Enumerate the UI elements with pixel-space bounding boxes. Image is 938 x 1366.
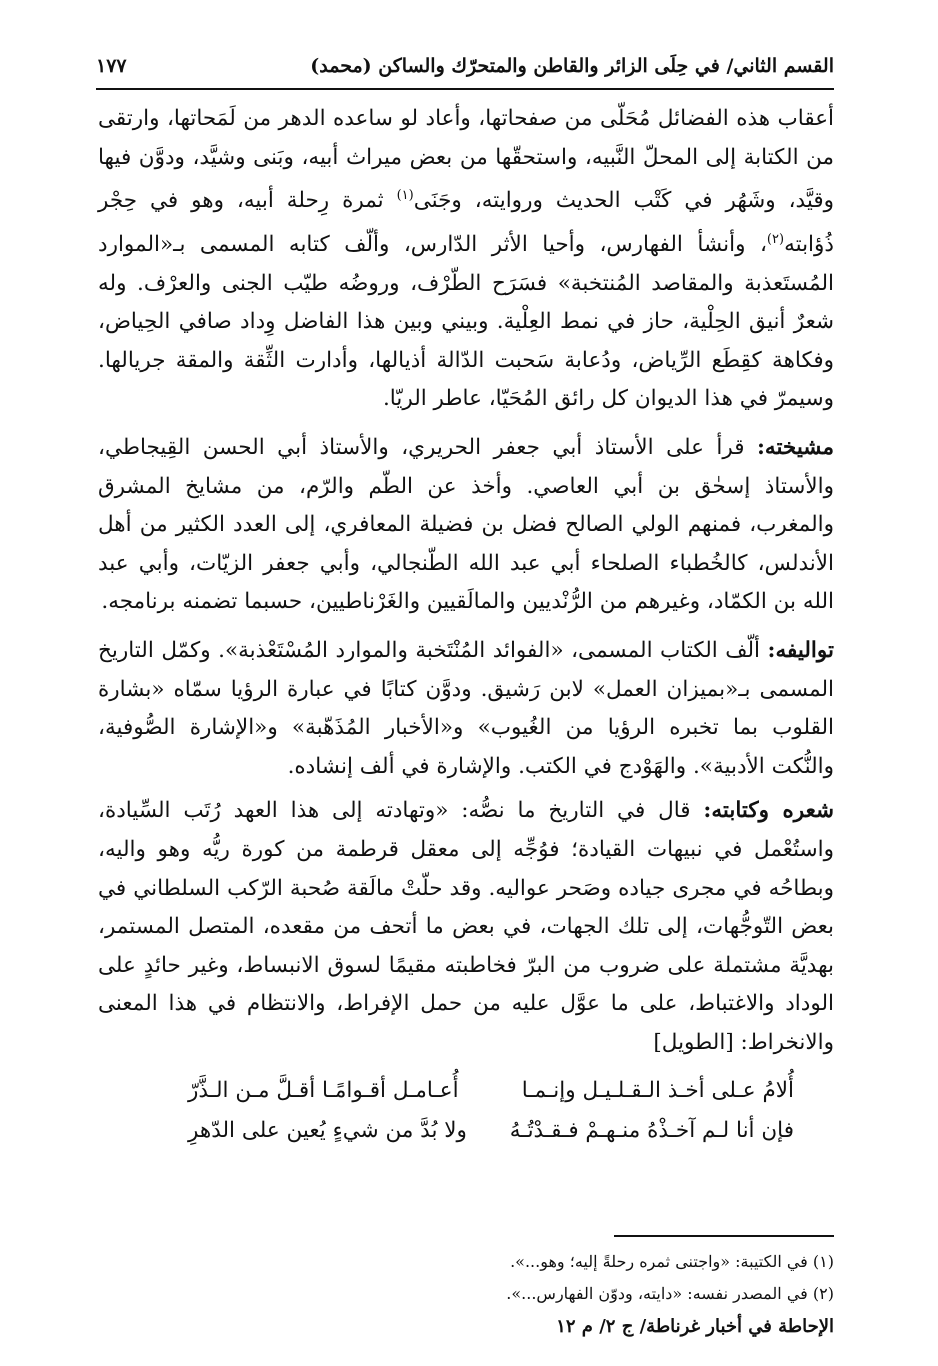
running-header bbox=[96, 46, 834, 86]
section-lead-mashyakha: مشيخته: bbox=[756, 435, 834, 461]
poem bbox=[98, 1071, 834, 1151]
footnote-1: (١) في الكتيبة: «واجتنى ثمره رحلةً إليه؛ وهو...». bbox=[510, 1252, 834, 1271]
footnote-2: (٢) في المصدر نفسه: «دايته، ودوّن الفهارس...». bbox=[506, 1284, 834, 1303]
section-lead-tawalif: تواليفه: bbox=[767, 638, 834, 664]
verse-2-second-hemistich: ولا بُدَّ من شيءٍ يُعين على الدّهرِ bbox=[188, 1117, 467, 1143]
page-number: ١٧٧ bbox=[96, 55, 127, 77]
footnote-ref-2[interactable]: (٢) bbox=[766, 231, 785, 247]
verse-1-first-hemistich: أُلامُ عـلى أخـذ الـقـلـيـل وإنـمـا bbox=[521, 1077, 794, 1103]
signature-footer: الإحاطة في أخبار غرناطة/ ج ٢/ م ١٢ bbox=[556, 1316, 834, 1337]
verse-1-second-hemistich: أُعـامـل أقـوامًـا أقـلَّ مـن الـذَّرّ bbox=[188, 1077, 459, 1103]
footnotes bbox=[98, 1246, 834, 1310]
paragraph-mashyakha: مشيخته: قرأ على الأستاذ أبي جعفر الحريري، والأستاذ أبي الحسن القِيجاطي، والأستاذ إسحٰق بن أبي العاصي. وأخذ عن الطّم والرّم، من مشايخ المشرق والمغرب، فمنهم الولي الصالح فضل بن فضيلة المعافري، إلى العدد الكثير من أهل الأندلس، كالخُطباء الصلحاء أبي عبد الله الطّنجالي، وأبي جعفر الزيّات، وأبي عبد الله بن الكمّاد، وغيرهم من الرُّنْديين والمالَقيين والغَرْناطيين، حسبما تضمنه برنامجه. bbox=[98, 435, 834, 615]
header-title: القسم الثاني/ في حِلَى الزائر والقاطن والمتحرّك والساكن (محمد) bbox=[310, 55, 834, 77]
verse-2-first-hemistich: فإن أنا لـم آخـذْهُ منـهـمْ فـقـدْتُـهُ bbox=[509, 1117, 794, 1143]
footnote-ref-1[interactable]: (١) bbox=[396, 188, 414, 204]
footnote-divider bbox=[614, 1235, 834, 1237]
paragraph-shiruhu: شعره وكتابته: قال في التاريخ ما نصُّه: «وتهادته إلى هذا العهد رُتَب السِّيادة، واستُعْمل في نبيهات القيادة؛ فوُجِّه إلى معقل قرطمة من كورة ريُّه وهو واليه، وبطاحُه في مجرى جياده وصَحر عواليه. وقد حلّتْ مالَقة صُحبة الرّكب السلطاني في بعض التّوجُّهات، إلى تلك الجهات، في بعض ما أتحف من مقعده، المتصل المستمر، بهديَّة مشتملة على ضروب من البرّ فخاطبته مقيمًا لسوق الانبساط، وغير حائدٍ على الوداد والاغتباط، على ما عوَّل عليه من حمل الإفراط، والانتظام في هذا المعنى والانخراط: [الطويل] bbox=[98, 798, 835, 1055]
main-text bbox=[98, 100, 834, 1151]
section-lead-shiruhu: شعره وكتابته: bbox=[703, 798, 835, 824]
header-divider bbox=[96, 88, 834, 90]
poem-verse-1 bbox=[98, 1071, 834, 1111]
paragraph-tawalif: تواليفه: ألّف الكتاب المسمى، «الفوائد المُنْتَخبة والموارد المُسْتَعْذبة». وكمّل التاريخ المسمى بـ«بميزان العمل» لابن رَشيق. ودوَّن كتابًا في عبارة الرؤيا سمّاه «بشارة القلوب بما تخبره الرؤيا من الغُيوب» و«الأخبار المُذَهّبة» و«الإشارة الصُّوفية، والنُّكت الأدبية». والهَوْدج في الكتب. والإشارة في ألف إنشاده. bbox=[98, 638, 834, 779]
poem-verse-2 bbox=[98, 1111, 834, 1151]
paragraph-intro: أعقاب هذه الفضائل مُحَلّى من صفحاتها، وأعاد لو ساعده الدهر من لَمَحاتها، وارتقى من الكتابة إلى المحلّ النَّبيه، واستحقّها من بعض ميراث أبيه، وبَنى وشيَّد، ودوَّن فيها وقيَّد، وشَهُر في كَتْب الحديث وروايته، وجَنَى$^{(١)}$ ثمرة رِحلة أبيه، وهو في حِجْر ذُؤابته$^{(٢)}$، وأنشأ الفهارس، وأحيا الأثر الدّارس، وألّف كتابه المسمى بـ«الموارد المُستَعذبة والمقاصد المُنتخبة» فسَرَح الطّرْف، وروضُه طيّب الجنى والعرْف. وله شعرٌ أنيق الحِلْية، حاز في نمط العِلْية. وبيني وبين هذا الفاضل وِداد صافي الحِياض، وفكاهة كقِطَع الرِّياض، ودُعابة سَحبت الدّالة أذيالها، وأدارت الثِّقة والمقة جريالها. وسيمرّ في هذا الديوان كل رائق المُحَيّا، عاطر الريّا. bbox=[98, 106, 834, 412]
